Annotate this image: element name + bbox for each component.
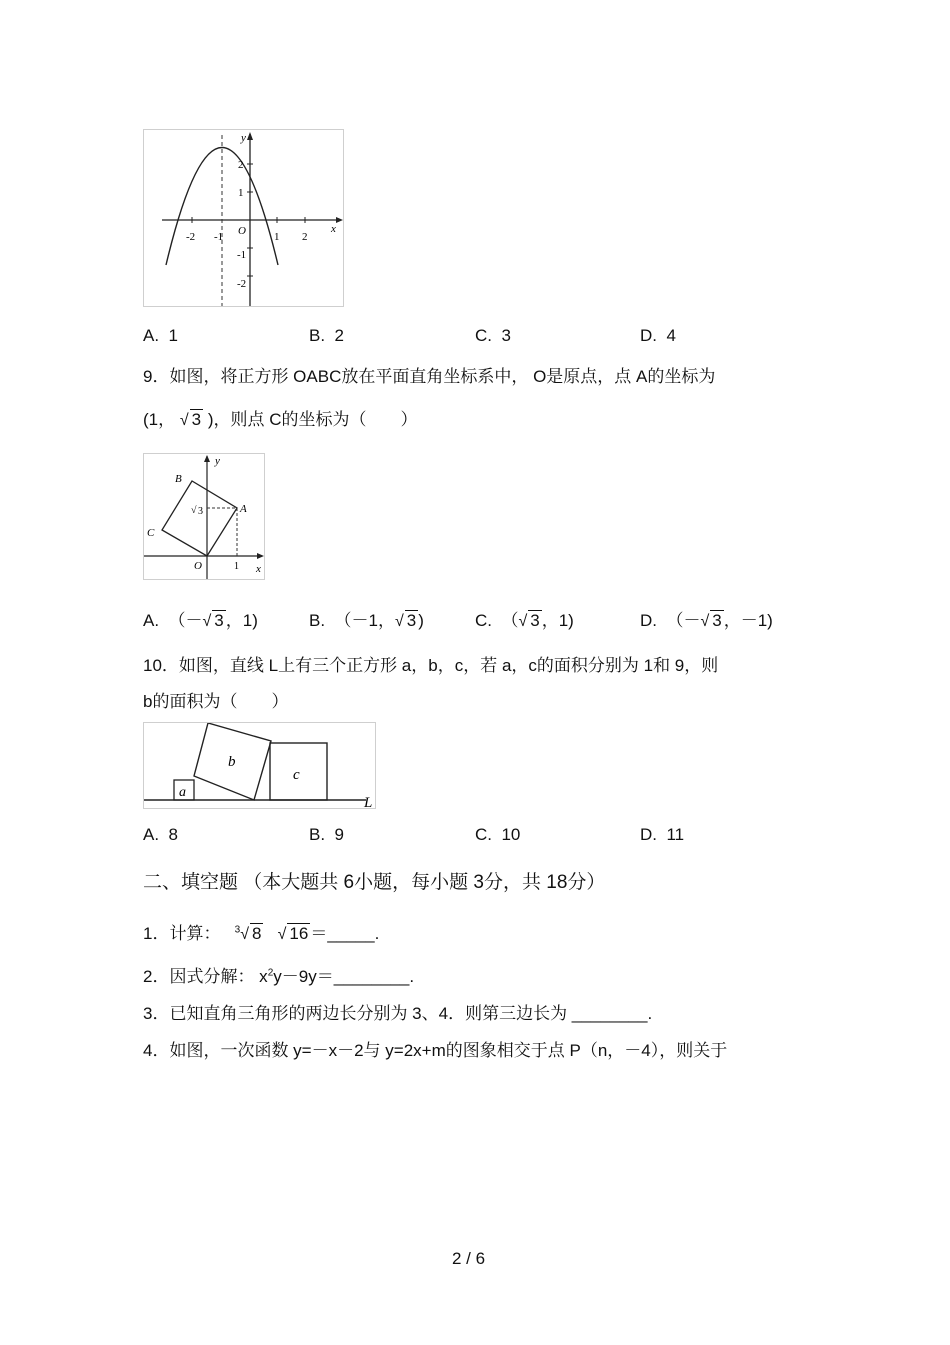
y-tick-label: 2 xyxy=(238,159,244,171)
q10-option-d: D. 11 xyxy=(640,825,685,844)
label-c: c xyxy=(293,767,300,783)
label-root3: 3 xyxy=(198,506,203,517)
q10-option-b: B. 9 xyxy=(309,825,344,844)
label-one: 1 xyxy=(234,561,239,572)
q9-square-figure xyxy=(143,453,265,580)
label-b: b xyxy=(228,754,236,770)
q10-stem-line2: b的面积为（ ） xyxy=(143,692,289,711)
q8-option-c: C. 3 xyxy=(475,326,511,345)
q8-parabola-svg xyxy=(144,130,343,306)
origin-label: O xyxy=(238,225,246,237)
label-l: L xyxy=(364,795,373,808)
x-axis-label: x xyxy=(331,223,336,235)
q8-parabola-figure xyxy=(143,129,344,307)
q9-option-c: C. （√ 3 ，1) xyxy=(475,611,574,630)
y-tick-label: 1 xyxy=(238,187,244,199)
x-tick-label: -1 xyxy=(214,231,224,243)
square-oabc xyxy=(162,481,237,556)
y-tick-label: -2 xyxy=(237,278,247,290)
q8-option-a: A. 1 xyxy=(143,326,178,345)
q9-option-b: B. （－1，√ 3 ) xyxy=(309,611,424,630)
q9-option-d: D. （－√ 3 ，－1) xyxy=(640,611,773,630)
fill-q1: 1．计算： $^3$√ 8 √ 16 ＝_____. xyxy=(143,924,380,943)
section-heading: 二、填空题 （本大题共 6小题，每小题 3分，共 18分） xyxy=(143,872,606,893)
x-tick-label: 1 xyxy=(274,231,280,243)
q9-option-a: A. （－√ 3 ，1) xyxy=(143,611,258,630)
q9-square-svg xyxy=(144,454,264,579)
fill-q2: 2．因式分解： $x^2y-9y=\_\_\_\_\_\_\_\_$. xyxy=(143,967,415,986)
label-b: B xyxy=(175,473,182,485)
label-c: C xyxy=(147,527,155,539)
q10-squares-svg xyxy=(144,723,375,808)
q8-option-b: B. 2 xyxy=(309,326,344,345)
page-number: 2 / 6 xyxy=(452,1249,486,1268)
label-y: y xyxy=(215,455,220,467)
q10-stem-line1: 10．如图，直线 L上有三个正方形 a，b，c，若 a，c的面积分别为 1和 9，则 xyxy=(143,656,719,675)
q10-option-c: C. 10 xyxy=(475,825,521,844)
x-tick-label: -2 xyxy=(186,231,196,243)
y-axis-label: y xyxy=(241,132,246,144)
fill-q3: 3．已知直角三角形的两边长分别为 3、4．则第三边长为 ________. xyxy=(143,1004,653,1023)
label-o: O xyxy=(194,560,202,572)
q8-option-d: D. 4 xyxy=(640,326,676,345)
y-tick-label: -1 xyxy=(237,249,247,261)
label-x: x xyxy=(256,563,261,575)
q10-squares-figure xyxy=(143,722,376,809)
fill-q4: 4．如图，一次函数 y=－x－2与 y=2x+m的图象相交于点 P（n，－4），则关于 xyxy=(143,1041,728,1060)
label-a: A xyxy=(240,503,247,515)
q9-stem-line1: 9．如图，将正方形 OABC放在平面直角坐标系中， O是原点，点 A的坐标为 xyxy=(143,367,716,386)
q9-stem-line2: (1， √ 3 )，则点 C的坐标为（ ） xyxy=(143,410,418,429)
q10-option-a: A. 8 xyxy=(143,825,178,844)
svg-text:√: √ xyxy=(191,505,197,516)
label-a: a xyxy=(179,785,186,800)
x-tick-label: 2 xyxy=(302,231,308,243)
